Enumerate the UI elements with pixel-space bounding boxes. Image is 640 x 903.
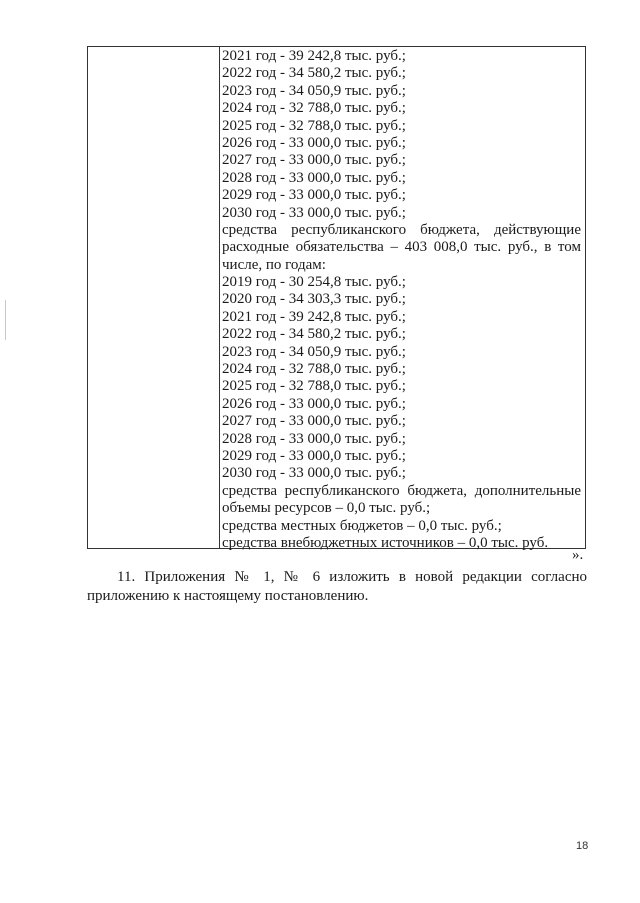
table-line: 2030 год - 33 000,0 тыс. руб.;: [222, 465, 406, 482]
scan-margin-mark: [5, 300, 6, 340]
table-line: 2027 год - 33 000,0 тыс. руб.;: [222, 152, 406, 169]
table-line: 2026 год - 33 000,0 тыс. руб.;: [222, 395, 406, 412]
funding-table: [87, 46, 586, 549]
table-line: 2021 год - 39 242,8 тыс. руб.;: [222, 308, 406, 325]
body-paragraph: [87, 568, 587, 606]
table-line: объемы ресурсов – 0,0 тыс. руб.;: [222, 500, 431, 517]
table-line: 2023 год - 34 050,9 тыс. руб.;: [222, 343, 406, 360]
table-column-divider: [219, 47, 220, 548]
table-line: средства республиканского бюджета, действующие: [222, 221, 581, 238]
table-line: средства внебюджетных источников – 0,0 тыс. руб.: [222, 534, 549, 551]
closing-quote: ».: [572, 547, 584, 563]
table-line: 2025 год - 32 788,0 тыс. руб.;: [222, 117, 406, 134]
table-line: 2024 год - 32 788,0 тыс. руб.;: [222, 361, 406, 378]
table-line: 2025 год - 32 788,0 тыс. руб.;: [222, 378, 406, 395]
table-line: 2020 год - 34 303,3 тыс. руб.;: [222, 291, 406, 308]
table-line: 2022 год - 34 580,2 тыс. руб.;: [222, 326, 406, 343]
table-line: 2019 год - 30 254,8 тыс. руб.;: [222, 274, 406, 291]
paragraph-line: 11. Приложения № 1, № 6 изложить в новой редакции согласно: [117, 569, 587, 585]
table-line: числе, по годам:: [222, 256, 326, 273]
table-line: 2029 год - 33 000,0 тыс. руб.;: [222, 187, 406, 204]
table-line: средства республиканского бюджета, дополнительные: [222, 482, 581, 499]
table-line: 2021 год - 39 242,8 тыс. руб.;: [222, 48, 406, 64]
table-line: средства местных бюджетов – 0,0 тыс. руб.;: [222, 517, 502, 534]
table-line: 2028 год - 33 000,0 тыс. руб.;: [222, 430, 406, 447]
table-line: 2022 год - 34 580,2 тыс. руб.;: [222, 65, 406, 82]
table-line: 2028 год - 33 000,0 тыс. руб.;: [222, 169, 406, 186]
table-line: 2023 год - 34 050,9 тыс. руб.;: [222, 82, 406, 99]
table-right-cell: [222, 48, 581, 552]
table-line: 2027 год - 33 000,0 тыс. руб.;: [222, 413, 406, 430]
paragraph-line: приложению к настоящему постановлению.: [87, 588, 369, 604]
table-line: 2029 год - 33 000,0 тыс. руб.;: [222, 447, 406, 464]
table-line: расходные обязательства – 403 008,0 тыс. руб., в том: [222, 239, 581, 256]
table-line: 2026 год - 33 000,0 тыс. руб.;: [222, 134, 406, 151]
table-line: 2024 год - 32 788,0 тыс. руб.;: [222, 100, 406, 117]
table-line: 2030 год - 33 000,0 тыс. руб.;: [222, 204, 406, 221]
page-number: 18: [576, 840, 589, 852]
